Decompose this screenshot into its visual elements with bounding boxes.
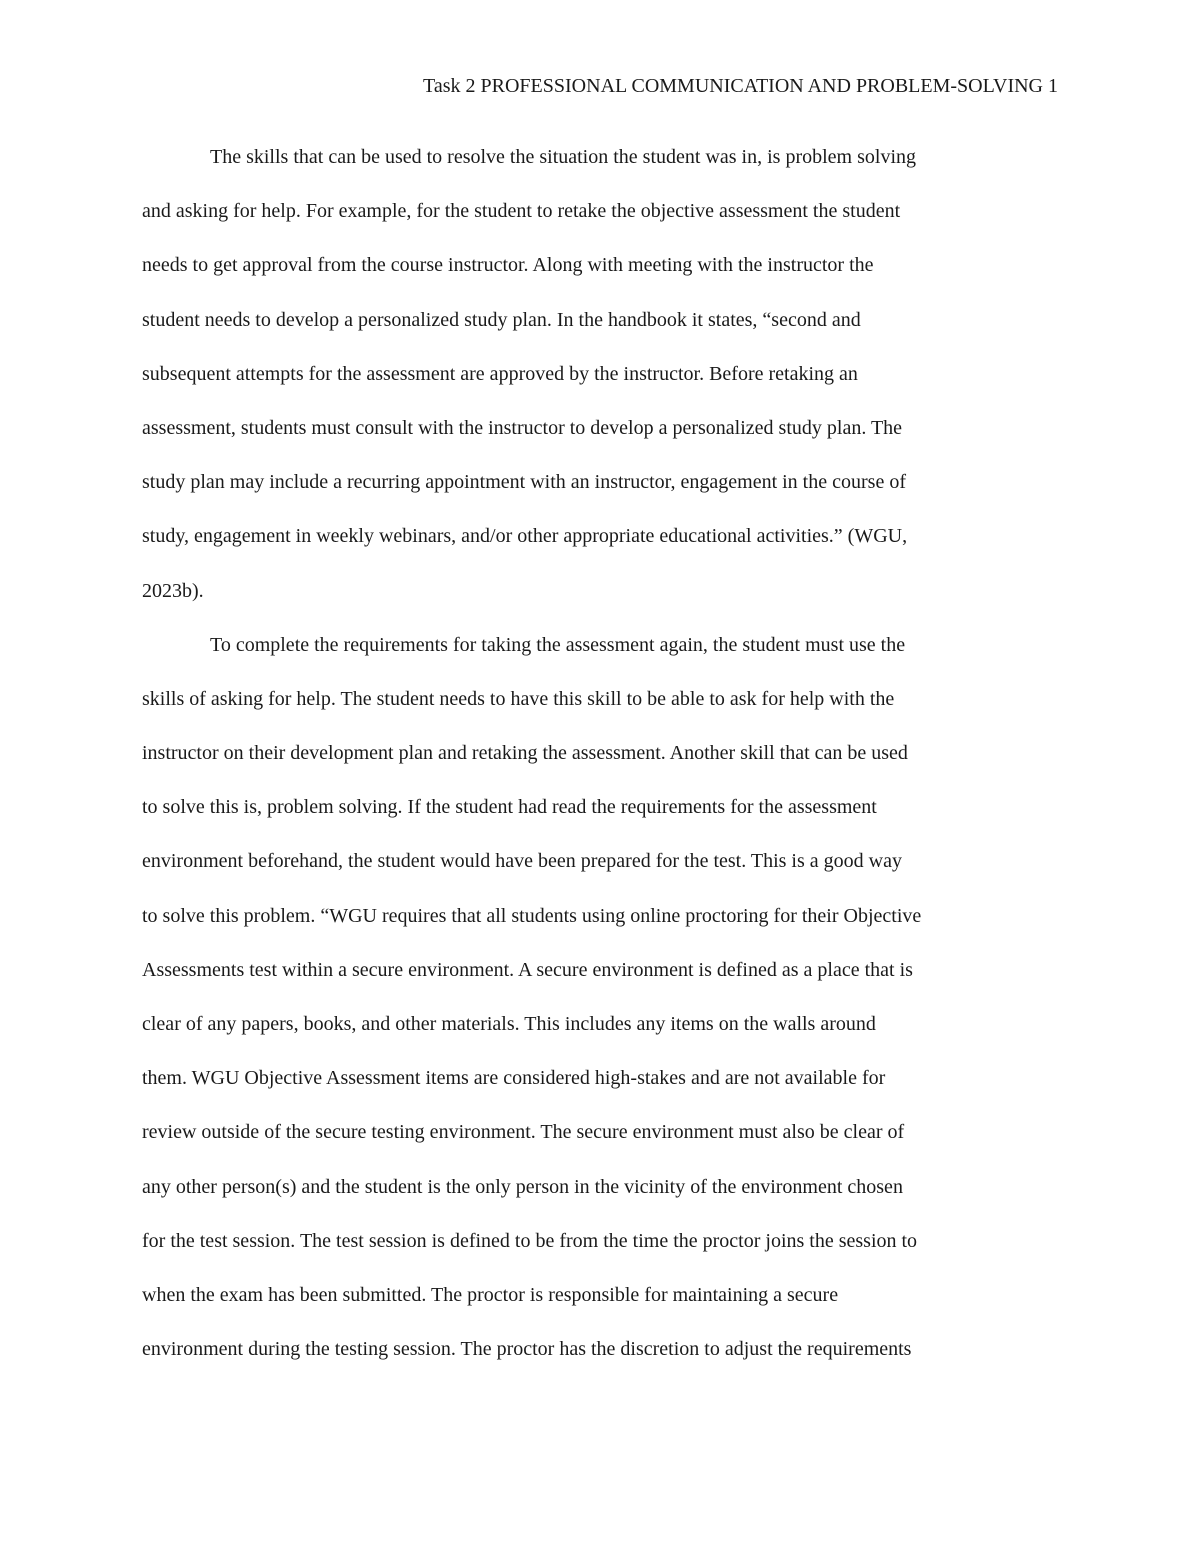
paragraph-line: environment during the testing session. The proctor has the discretion to adjust the requirements — [142, 1338, 912, 1361]
paragraph-line: The skills that can be used to resolve the situation the student was in, is problem solving — [210, 146, 916, 168]
paragraph-line: environment beforehand, the student would have been prepared for the test. This is a good way — [142, 850, 902, 873]
paragraph-line: study, engagement in weekly webinars, and/or other appropriate educational activities.” (WGU, — [142, 525, 908, 548]
paragraph-line: to solve this problem. “WGU requires that all students using online proctoring for their Objective — [142, 904, 922, 927]
paragraph-line: skills of asking for help. The student needs to have this skill to be able to ask for help with the — [142, 687, 895, 710]
paragraph-1 — [142, 130, 1058, 618]
paragraph-line: any other person(s) and the student is the only person in the vicinity of the environment chosen — [142, 1175, 903, 1198]
paragraph-line: instructor on their development plan and retaking the assessment. Another skill that can be used — [142, 742, 908, 765]
document-body — [142, 130, 1058, 1376]
paragraph-line: for the test session. The test session is defined to be from the time the proctor joins the session to — [142, 1229, 918, 1252]
paragraph-line: 2023b). — [142, 579, 204, 602]
paragraph-line: review outside of the secure testing environment. The secure environment must also be clear of — [142, 1121, 905, 1144]
paragraph-line: to solve this is, problem solving. If the student had read the requirements for the assessment — [142, 796, 877, 819]
paragraph-line: Assessments test within a secure environment. A secure environment is defined as a place that is — [142, 958, 913, 981]
paragraph-2 — [142, 618, 1058, 1377]
paragraph-line: clear of any papers, books, and other materials. This includes any items on the walls around — [142, 1013, 876, 1035]
paragraph-line: when the exam has been submitted. The proctor is responsible for maintaining a secure — [142, 1283, 839, 1306]
running-head: Task 2 PROFESSIONAL COMMUNICATION AND PROBLEM-SOLVING 1 — [423, 75, 1058, 97]
paragraph-line: To complete the requirements for taking the assessment again, the student must use the — [210, 633, 906, 656]
paragraph-line: and asking for help. For example, for the student to retake the objective assessment the student — [142, 200, 901, 223]
paragraph-line: subsequent attempts for the assessment are approved by the instructor. Before retaking an — [142, 362, 858, 385]
paragraph-line: study plan may include a recurring appointment with an instructor, engagement in the course of — [142, 471, 906, 494]
paragraph-line: needs to get approval from the course instructor. Along with meeting with the instructor the — [142, 254, 874, 277]
paragraph-line: assessment, students must consult with the instructor to develop a personalized study plan. The — [142, 416, 903, 439]
paragraph-line: student needs to develop a personalized study plan. In the handbook it states, “second and — [142, 308, 861, 331]
paragraph-line: them. WGU Objective Assessment items are considered high-stakes and are not available for — [142, 1067, 886, 1090]
